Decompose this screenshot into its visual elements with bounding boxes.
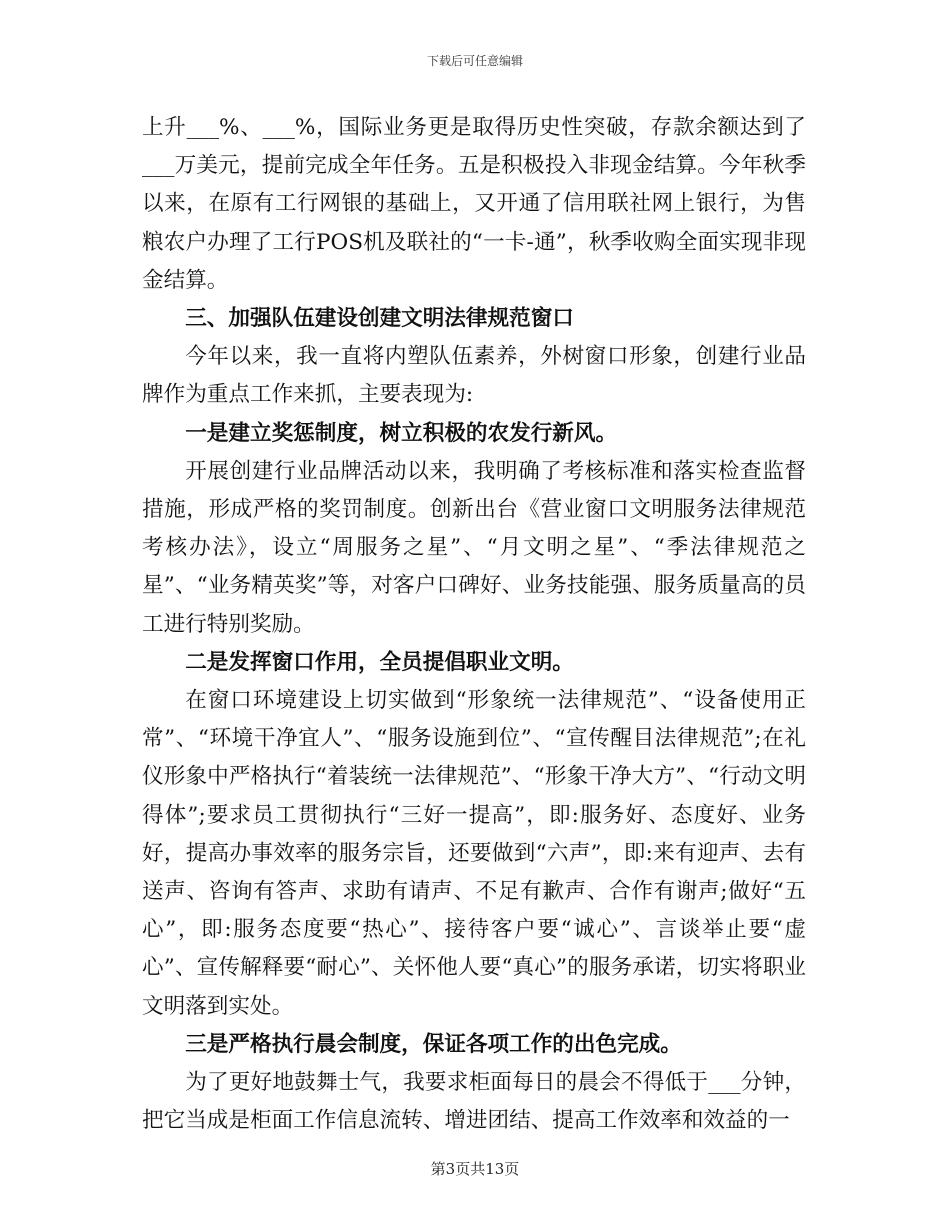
paragraph-continuation: 上升___%、___%，国际业务更是取得历史性突破，存款余额达到了___万美元，提前完成全年任务。五是积极投入非现金结算。今年秋季以来，在原有工行网银的基础上，又开通了信用联社网上银行，为售粮农户办理了工行POS机及联社的“一卡-通”，秋季收购全面实现非现金结算。 (142, 115, 806, 293)
section-heading-3: 三、加强队伍建设创建文明法律规范窗口 (185, 306, 574, 332)
page-header: 下载后可任意编辑 (426, 54, 523, 68)
page-number: 第3页共13页 (430, 1160, 520, 1178)
document-body (142, 109, 806, 1140)
paragraph-morning-meeting: 为了更好地鼓舞士气，我要求柜面每日的晨会不得低于___分钟，把它当成是柜面工作信息流转、增进团结、提高工作效率和效益的一 (142, 1070, 806, 1134)
subheading-2: 二是发挥窗口作用，全员提倡职业文明。 (185, 649, 574, 675)
paragraph-intro: 今年以来，我一直将内塑队伍素养，外树窗口形象，创建行业品牌作为重点工作来抓，主要表现为: (142, 344, 806, 408)
subheading-3: 三是严格执行晨会制度，保证各项工作的出色完成。 (185, 1031, 682, 1057)
paragraph-rewards: 开展创建行业品牌活动以来，我明确了考核标准和落实检查监督措施，形成严格的奖罚制度。创新出台《营业窗口文明服务法律规范考核办法》，设立“周服务之星”、“月文明之星”、“季法律规范之星”、“业务精英奖”等，对客户口碑好、业务技能强、服务质量高的员工进行特别奖励。 (142, 458, 806, 637)
subheading-1: 一是建立奖惩制度，树立积极的农发行新风。 (185, 420, 618, 446)
paragraph-window: 在窗口环境建设上切实做到“形象统一法律规范”、“设备使用正常”、“环境干净宜人”、“服务设施到位”、“宣传醒目法律规范”;在礼仪形象中严格执行“着装统一法律规范”、“形象干净大方”、“行动文明得体”;要求员工贯彻执行“三好一提高”，即:服务好、态度好、业务好，提高办事效率的服务宗旨，还要做到“六声”，即:来有迎声、去有送声、咨询有答声、求助有请声、不足有歉声、合作有谢声;做好“五心”，即:服务态度要“热心”、接待客户要“诚心”、言谈举止要“虚心”、宣传解释要“耐心”、关怀他人要“真心”的服务承诺，切实将职业文明落到实处。 (142, 688, 806, 1019)
